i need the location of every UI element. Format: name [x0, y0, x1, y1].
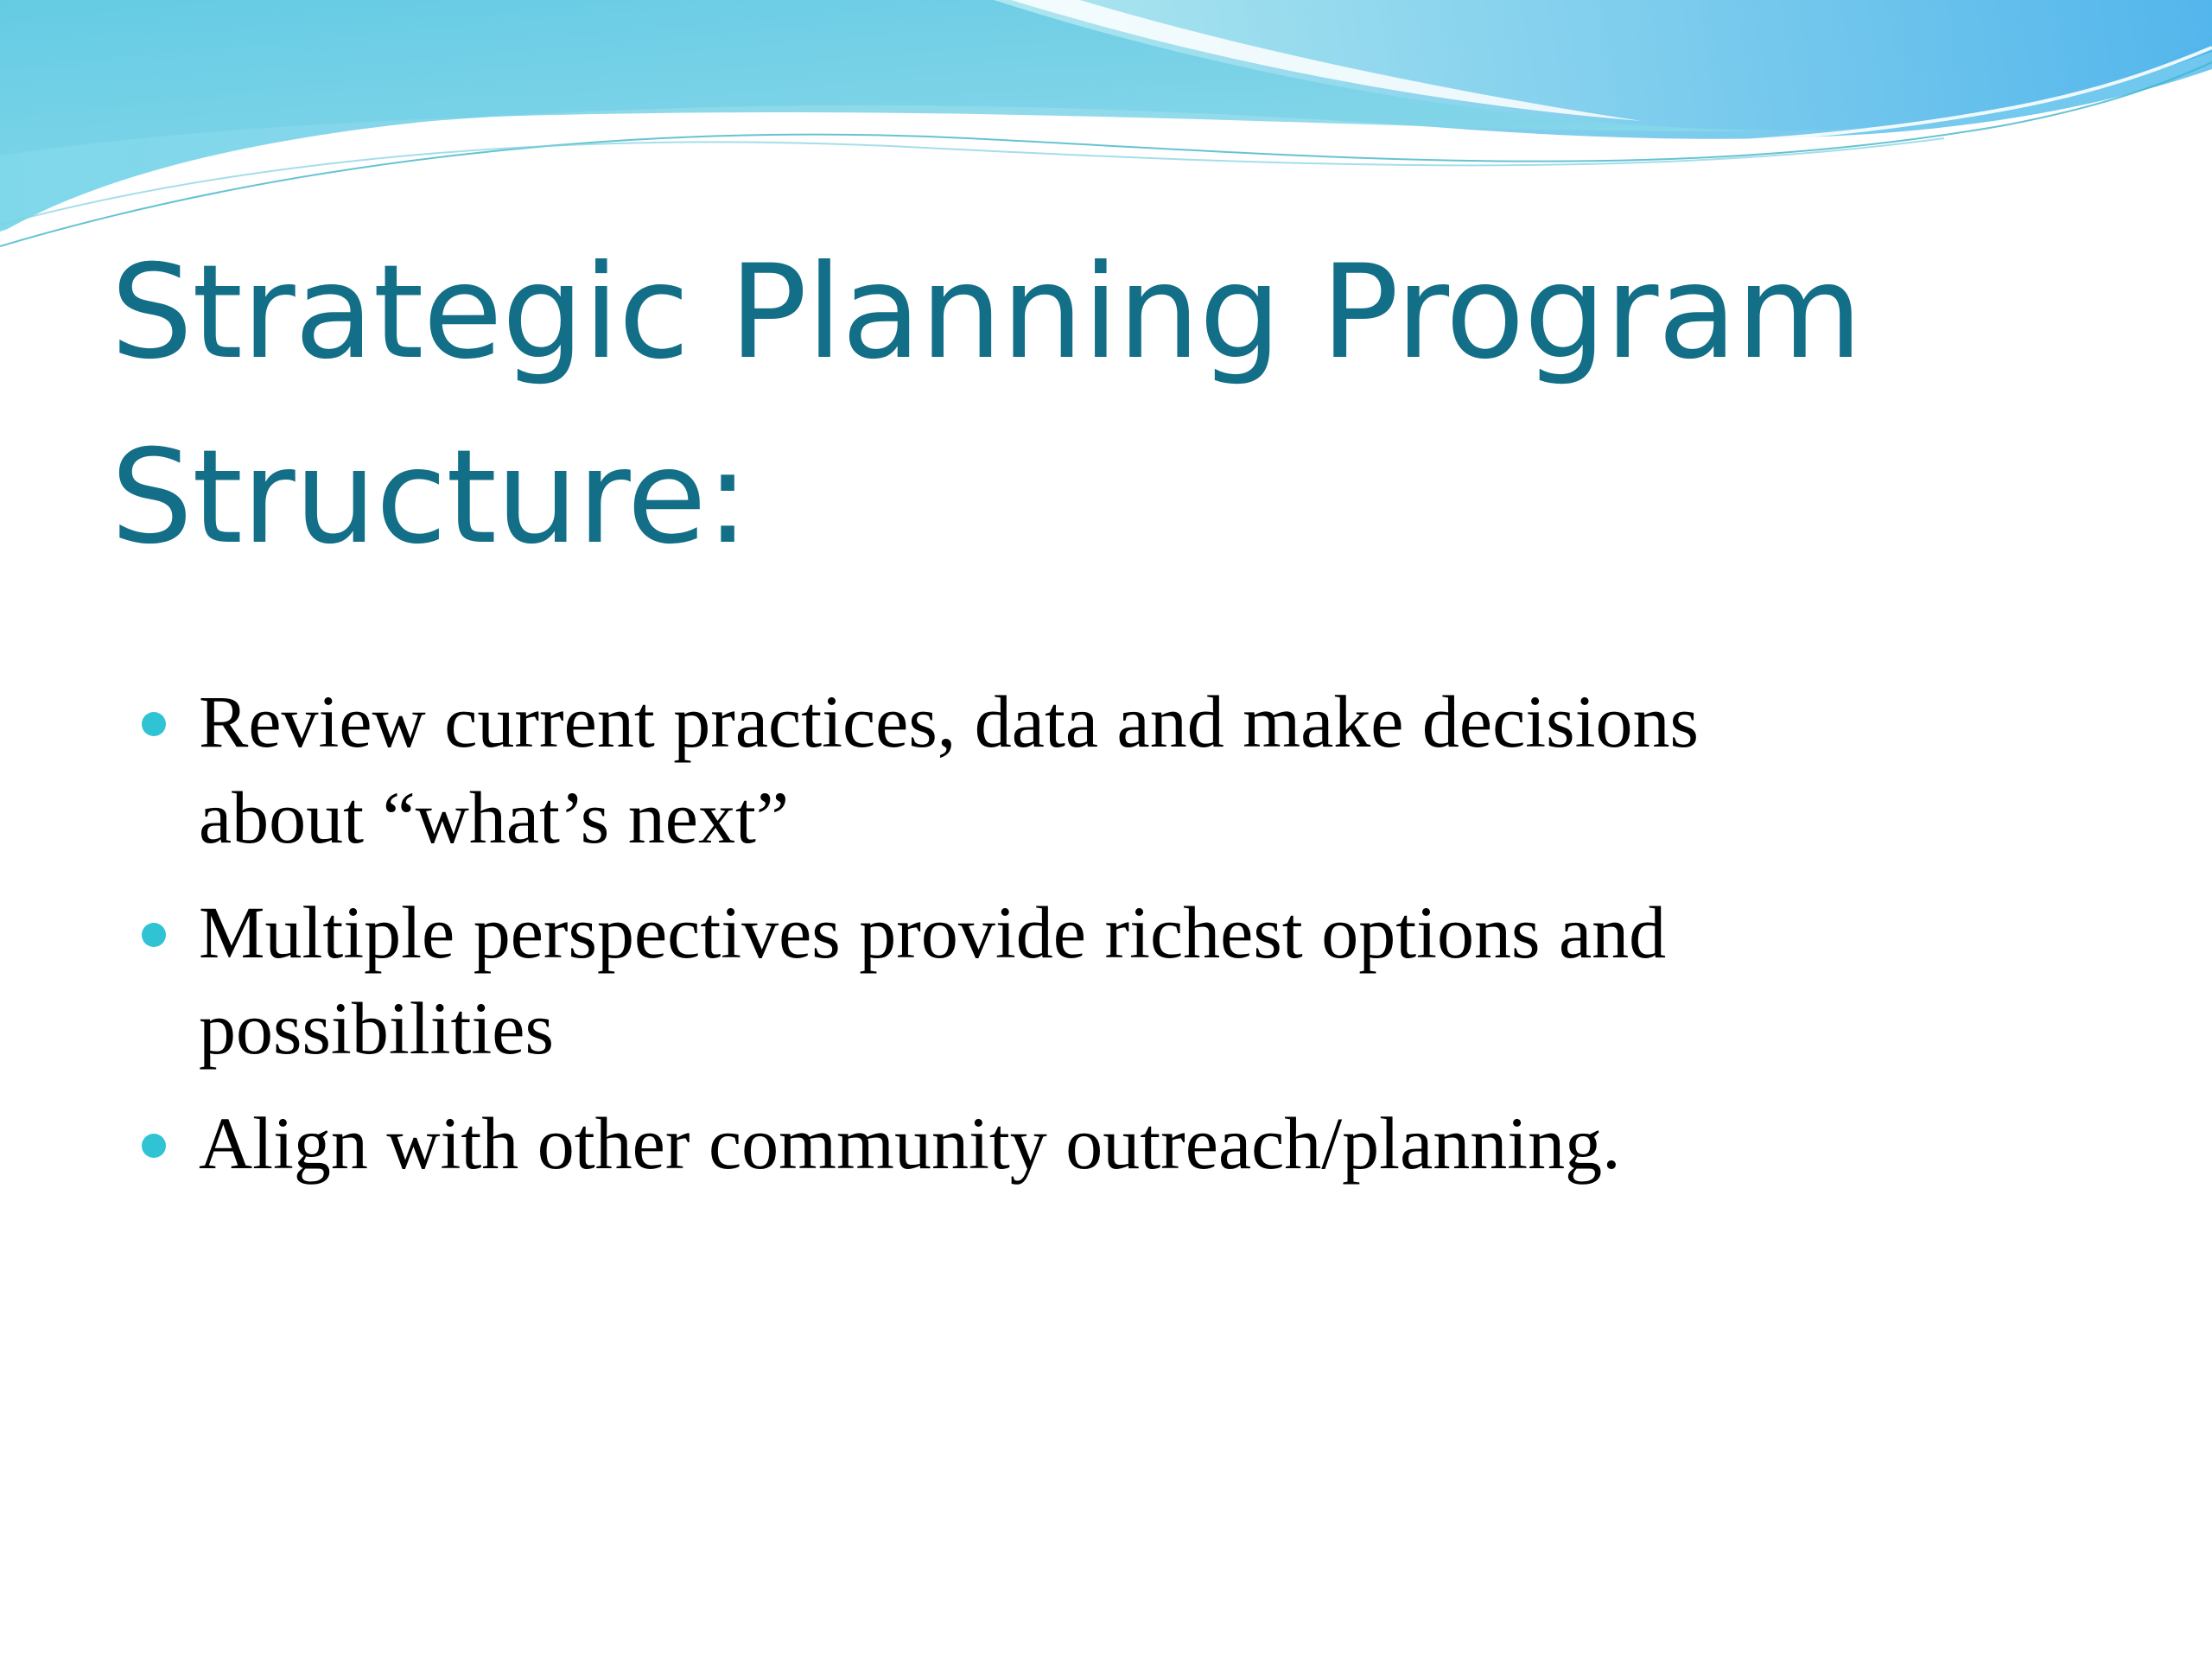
bullet-item	[138, 674, 2126, 866]
bullet-list	[138, 674, 2126, 1211]
bullet-text: Review current practices, data and make decisions	[199, 680, 1699, 763]
bullet-text: possibilities	[199, 987, 554, 1070]
round-bullet-icon	[142, 1134, 166, 1158]
round-bullet-icon	[142, 712, 166, 736]
slide-title	[111, 220, 2098, 590]
bullet-item	[138, 1096, 2126, 1192]
bullet-text: Align with other community outreach/planning.	[199, 1102, 1621, 1185]
bullet-text: about “what’s next”	[199, 776, 790, 859]
bullet-text: Multiple perspectives provide richest options and	[199, 891, 1667, 974]
bullet-item	[138, 885, 2126, 1077]
title-line: Structure:	[111, 423, 749, 573]
round-bullet-icon	[142, 923, 166, 947]
title-line: Strategic Planning Program	[111, 238, 1862, 388]
